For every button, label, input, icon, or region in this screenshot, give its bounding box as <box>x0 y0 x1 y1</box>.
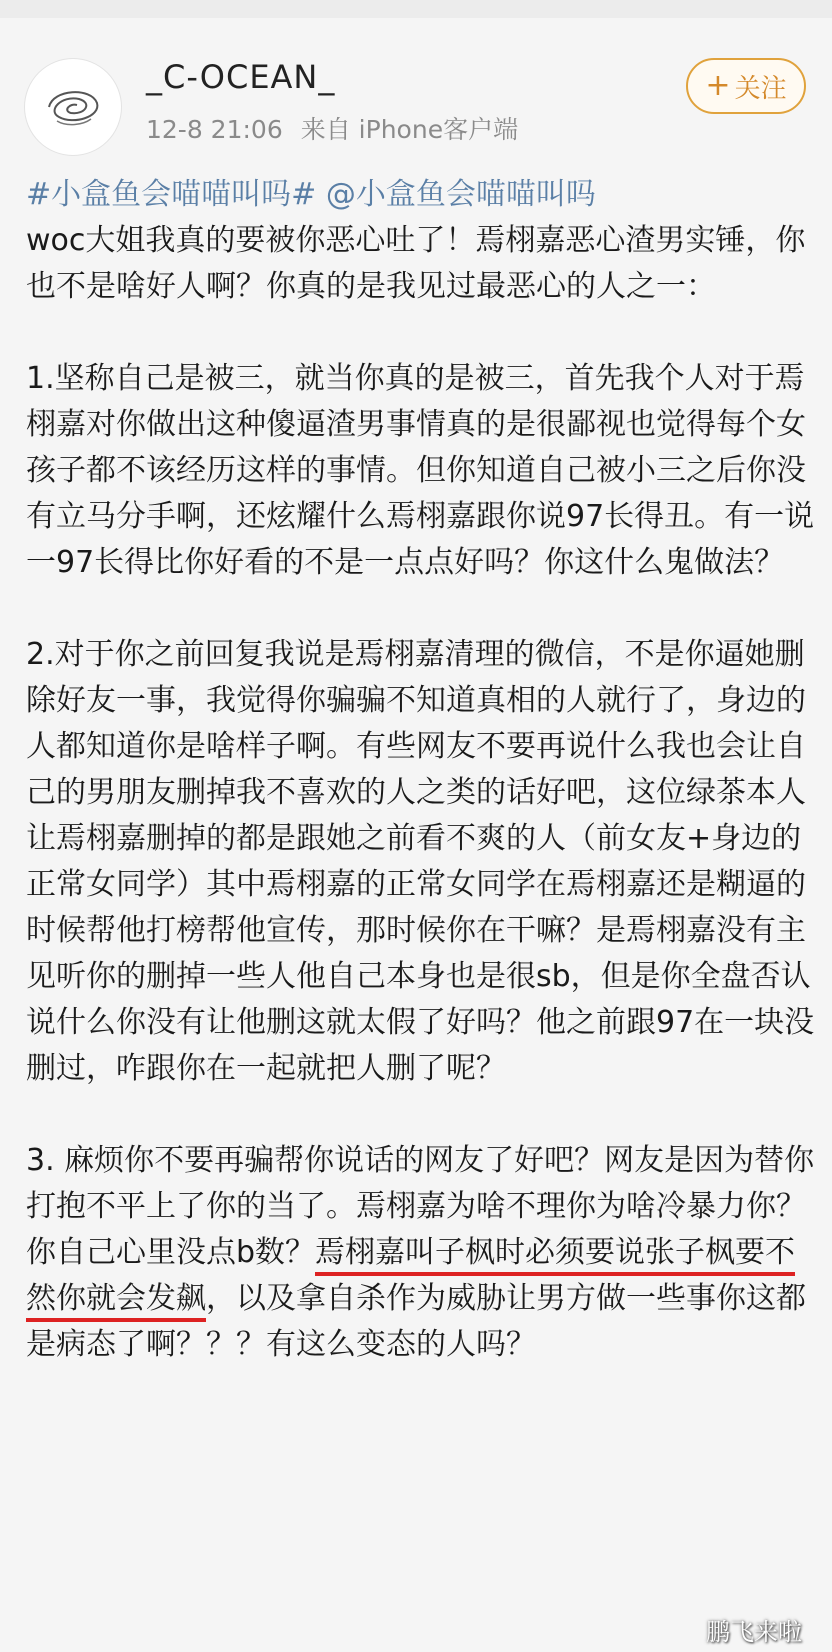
paragraph-3-start: 3. 麻烦你不要再骗帮你说话的网友了好吧？网友是因为替你打抱不平上了你的当了。焉栩嘉为啥不理你为啥冷暴力你？你自己心里没点b数？ <box>26 1143 815 1270</box>
mention-link[interactable]: @小盒鱼会喵喵叫吗 <box>325 177 596 212</box>
paragraph-1: 1.坚称自己是被三，就当你真的是被三，首先我个人对于焉栩嘉对你做出这种傻逼渣男事情真的是很鄙视也觉得每个女孩子都不该经历这样的事情。但你知道自己被小三之后你没有立马分手啊，还炫耀什么焉栩嘉跟你说97长得丑。有一说一97长得比你好看的不是一点点好吗？你这什么鬼做法？ <box>26 361 815 580</box>
paragraph-3 <box>26 1138 816 1368</box>
plus-icon: + <box>705 68 731 103</box>
post-meta <box>146 110 536 146</box>
underlined-text: 焉栩嘉叫子枫时必须要说张子枫要不然你就会发飙 <box>26 1235 795 1322</box>
post-source: 来自 iPhone客户端 <box>300 115 519 144</box>
post-body <box>26 172 816 1368</box>
paragraph-3-end: ，以及拿自杀作为威胁让男方做一些事你这都是病态了啊？？？有这么变态的人吗？ <box>26 1281 806 1362</box>
tags-line <box>26 172 816 218</box>
follow-label: 关注 <box>734 73 787 104</box>
paragraph-2: 2.对于你之前回复我说是焉栩嘉清理的微信，不是你逼她删除好友一事，我觉得你骗骗不知道真相的人就行了，身边的人都知道你是啥样子啊。有些网友不要再说什么我也会让自己的男朋友删掉我不喜欢的人之类的话好吧，这位绿茶本人让焉栩嘉删掉的都是跟她之前看不爽的人（前女友+身边的正常女同学）其中焉栩嘉的正常女同学在焉栩嘉还是糊逼的时候帮他打榜帮他宣传，那时候你在干嘛？是焉栩嘉没有主见听你的删掉一些人他自己本身也是很sb，但是你全盘否认说什么你没有让他删这就太假了好吗？他之前跟97在一块没删过，咋跟你在一起就把人删了呢？ <box>26 637 815 1086</box>
username[interactable]: _C-OCEAN_ <box>146 58 336 96</box>
post-time: 12-8 21:06 <box>146 115 283 144</box>
top-edge <box>0 0 832 18</box>
watermark: 鹏飞来啦 <box>706 1618 802 1646</box>
follow-button[interactable] <box>686 58 806 114</box>
avatar[interactable] <box>24 58 122 156</box>
hashtag-link[interactable]: #小盒鱼会喵喵叫吗# <box>26 177 317 212</box>
scribble-avatar-icon <box>39 81 107 133</box>
intro-paragraph: woc大姐我真的要被你恶心吐了！焉栩嘉恶心渣男实锤，你也不是啥好人啊？你真的是我见过最恶心的人之一： <box>26 223 806 304</box>
